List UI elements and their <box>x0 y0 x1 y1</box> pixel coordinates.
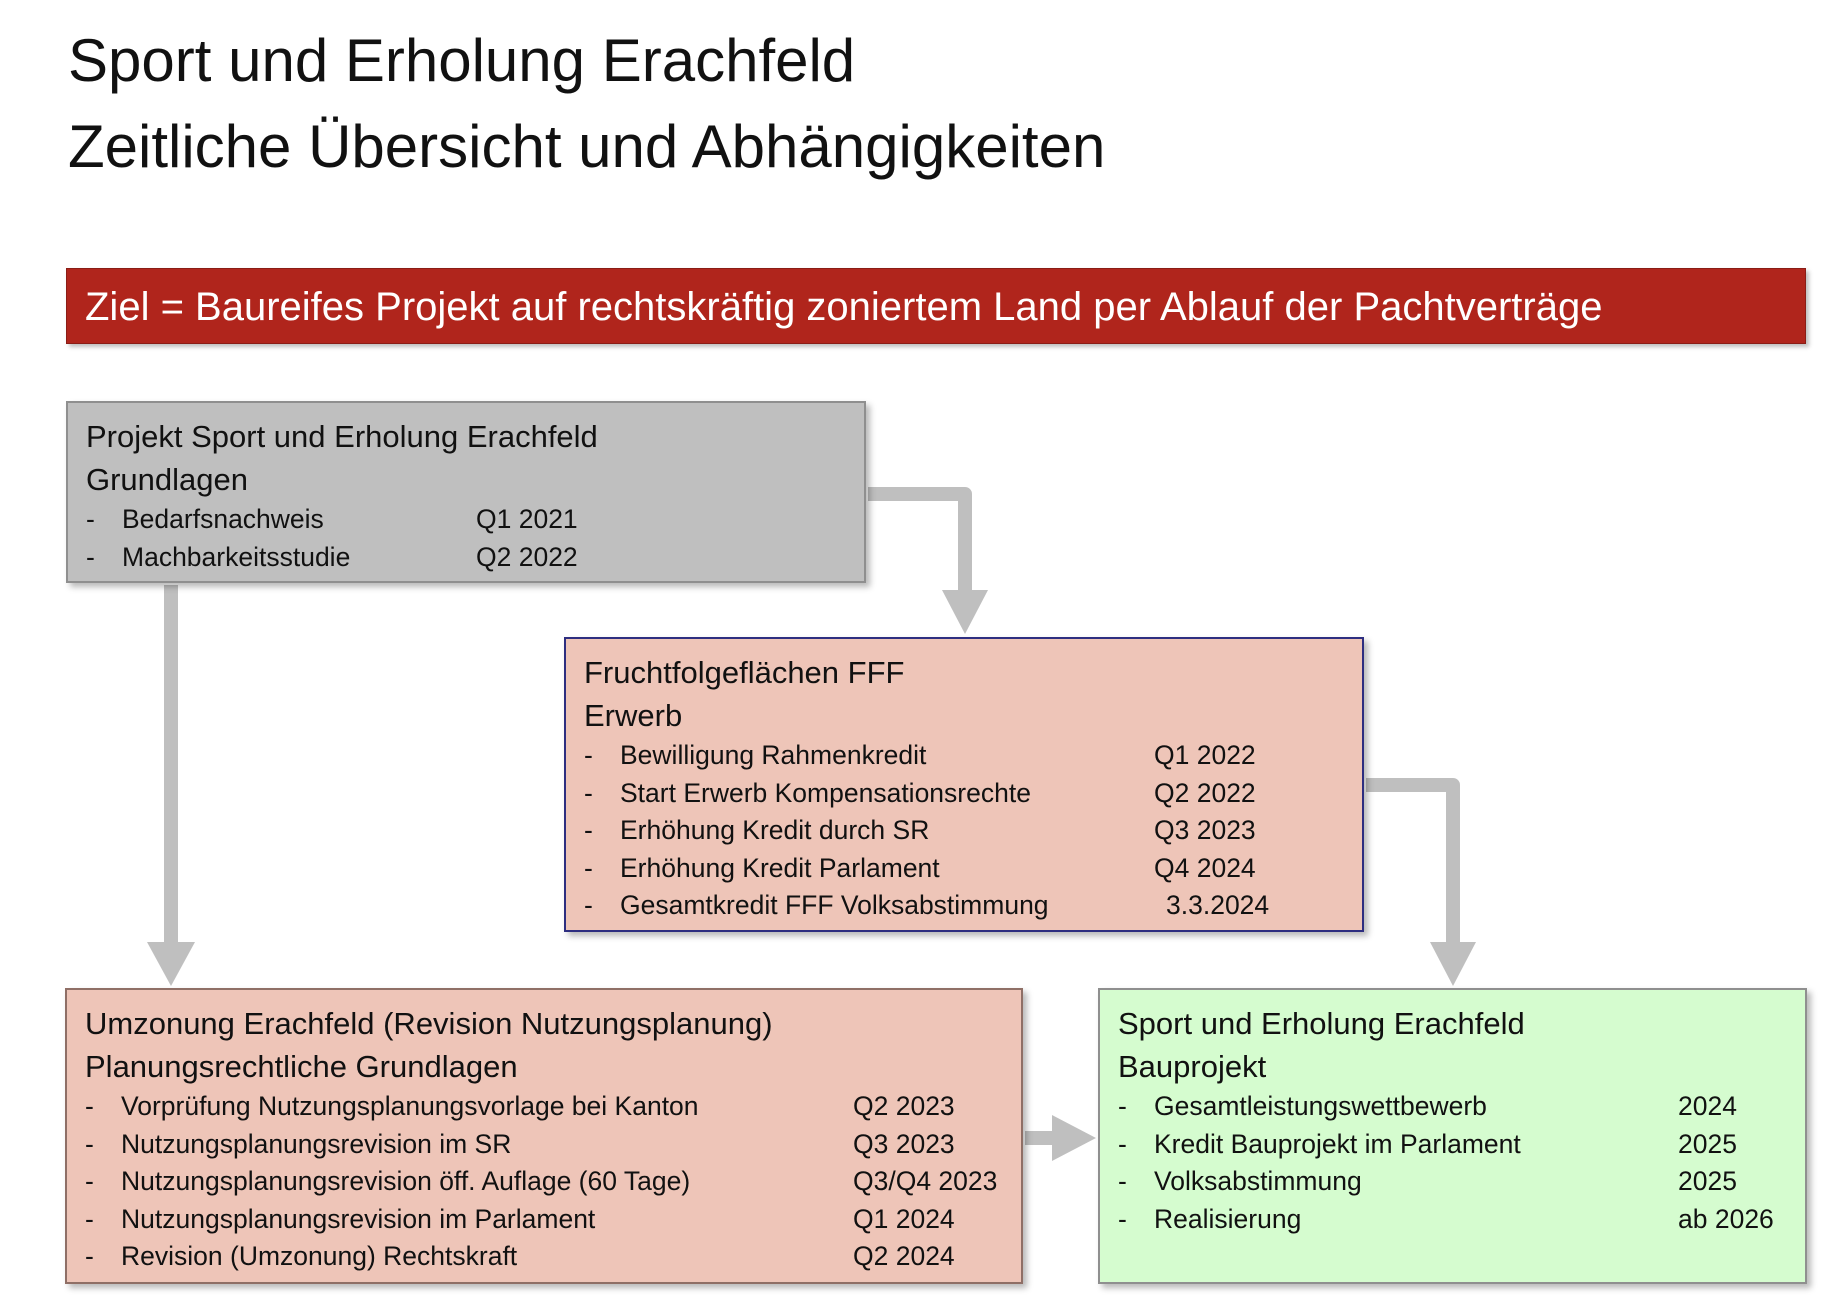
milestone-label: Realisierung <box>1154 1203 1302 1234</box>
arrow-grundlagen-to-fff-head <box>942 590 988 634</box>
milestone-item <box>85 1088 1021 1126</box>
milestone-list <box>1118 1088 1805 1238</box>
milestone-date: 2025 <box>1678 1166 1737 1196</box>
box-subheading: Erwerb <box>584 698 683 733</box>
box-subheading: Grundlagen <box>86 462 249 497</box>
milestone-date: Q2 2022 <box>476 541 578 572</box>
arrow-umzonung-to-bauprojekt-head <box>1052 1115 1096 1161</box>
milestone-item <box>584 887 1362 925</box>
milestone-item <box>584 775 1362 813</box>
bullet-dash: - <box>584 890 593 920</box>
milestone-date: Q1 2022 <box>1154 740 1256 770</box>
milestone-label: Volksabstimmung <box>1154 1166 1362 1196</box>
bullet-dash: - <box>86 541 95 572</box>
milestone-label: Erhöhung Kredit Parlament <box>620 852 940 883</box>
box-grundlagen <box>66 401 866 583</box>
title-line-1: Sport und Erholung Erachfeld <box>68 27 856 94</box>
milestone-item <box>85 1163 1021 1201</box>
milestone-item <box>85 1126 1021 1164</box>
milestone-list <box>85 1088 1021 1276</box>
bullet-dash: - <box>584 852 593 883</box>
milestone-label: Nutzungsplanungsrevision im SR <box>121 1128 512 1159</box>
goal-banner: Ziel = Baureifes Projekt auf rechtskräftig zoniertem Land per Ablauf der Pachtverträge <box>66 268 1806 344</box>
milestone-item <box>584 737 1362 775</box>
bullet-dash: - <box>85 1241 94 1271</box>
bullet-dash: - <box>1118 1091 1127 1121</box>
bullet-dash: - <box>86 504 95 534</box>
bullet-dash: - <box>1118 1166 1127 1196</box>
milestone-date: Q3/Q4 2023 <box>853 1166 998 1196</box>
arrow-grundlagen-to-fff <box>868 494 965 592</box>
milestone-label: Nutzungsplanungsrevision im Parlament <box>121 1203 596 1234</box>
box-subheading: Planungsrechtliche Grundlagen <box>85 1049 518 1084</box>
milestone-item <box>1118 1163 1805 1201</box>
milestone-item <box>1118 1201 1805 1239</box>
box-heading: Umzonung Erachfeld (Revision Nutzungsplanung) <box>85 1006 773 1041</box>
box-fruchtfolgeflaechen <box>564 637 1364 932</box>
box-umzonung <box>65 988 1023 1284</box>
arrow-fff-to-bauprojekt-head <box>1430 942 1476 986</box>
milestone-date: Q2 2023 <box>853 1091 955 1121</box>
milestone-date: 3.3.2024 <box>1166 890 1270 920</box>
milestone-item <box>584 812 1362 850</box>
milestone-date: Q1 2024 <box>853 1203 955 1234</box>
milestone-date: Q3 2023 <box>1154 815 1256 845</box>
milestone-label: Gesamtleistungswettbewerb <box>1154 1091 1487 1121</box>
milestone-item <box>584 850 1362 888</box>
bullet-dash: - <box>85 1128 94 1159</box>
milestone-label: Erhöhung Kredit durch SR <box>620 815 930 845</box>
milestone-item <box>85 1238 1021 1276</box>
title-line-2: Zeitliche Übersicht und Abhängigkeiten <box>68 113 1106 180</box>
milestone-label: Machbarkeitsstudie <box>122 541 351 572</box>
bullet-dash: - <box>584 815 593 845</box>
milestone-label: Bedarfsnachweis <box>122 504 324 534</box>
bullet-dash: - <box>584 740 593 770</box>
bullet-dash: - <box>1118 1128 1127 1159</box>
milestone-item <box>86 539 864 577</box>
milestone-label: Nutzungsplanungsrevision öff. Auflage (60 Tage) <box>121 1166 691 1196</box>
milestone-date: 2024 <box>1678 1091 1737 1121</box>
milestone-label: Revision (Umzonung) Rechtskraft <box>121 1241 518 1271</box>
arrow-fff-to-bauprojekt <box>1366 785 1453 944</box>
bullet-dash: - <box>85 1203 94 1234</box>
milestone-date: Q2 2022 <box>1154 777 1256 808</box>
milestone-label: Vorprüfung Nutzungsplanungsvorlage bei Kanton <box>121 1091 699 1121</box>
bullet-dash: - <box>85 1091 94 1121</box>
milestone-list <box>584 737 1362 925</box>
milestone-item <box>85 1201 1021 1239</box>
milestone-date: Q3 2023 <box>853 1128 955 1159</box>
box-bauprojekt <box>1098 988 1807 1284</box>
milestone-date: ab 2026 <box>1678 1203 1774 1234</box>
milestone-date: Q2 2024 <box>853 1241 955 1271</box>
bullet-dash: - <box>584 777 593 808</box>
box-heading: Projekt Sport und Erholung Erachfeld <box>86 419 598 454</box>
box-heading: Sport und Erholung Erachfeld <box>1118 1006 1525 1041</box>
milestone-list <box>86 501 864 576</box>
milestone-label: Kredit Bauprojekt im Parlament <box>1154 1128 1521 1159</box>
milestone-date: 2025 <box>1678 1128 1737 1159</box>
milestone-item <box>1118 1088 1805 1126</box>
bullet-dash: - <box>1118 1203 1127 1234</box>
milestone-label: Start Erwerb Kompensationsrechte <box>620 777 1031 808</box>
milestone-label: Gesamtkredit FFF Volksabstimmung <box>620 890 1049 920</box>
milestone-item <box>86 501 864 539</box>
milestone-date: Q4 2024 <box>1154 852 1256 883</box>
milestone-date: Q1 2021 <box>476 504 578 534</box>
milestone-label: Bewilligung Rahmenkredit <box>620 740 927 770</box>
box-subheading: Bauprojekt <box>1118 1049 1267 1084</box>
milestone-item <box>1118 1126 1805 1164</box>
arrow-grundlagen-to-umzonung-head <box>147 942 195 986</box>
bullet-dash: - <box>85 1166 94 1196</box>
box-heading: Fruchtfolgeflächen FFF <box>584 655 905 690</box>
